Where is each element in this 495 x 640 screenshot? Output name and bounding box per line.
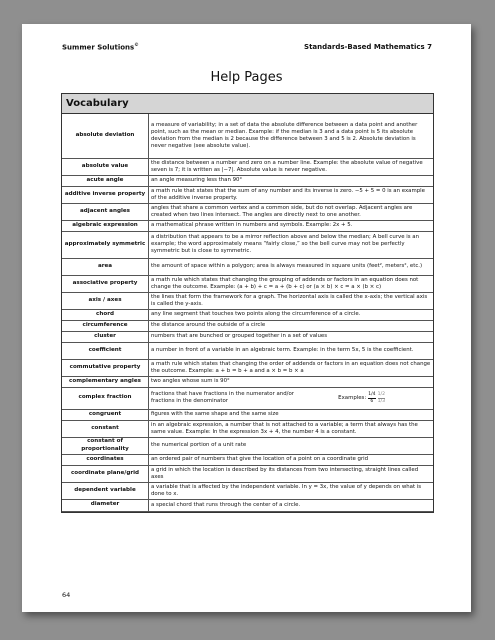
vocab-row bbox=[62, 482, 433, 499]
vocab-term: adjacent angles bbox=[62, 203, 149, 220]
vocab-term: additive inverse property bbox=[62, 186, 149, 203]
vocab-row bbox=[62, 186, 433, 203]
vocab-term: axis / axes bbox=[62, 292, 149, 309]
complex-fraction-examples bbox=[338, 392, 431, 403]
vocab-row bbox=[62, 420, 433, 437]
vocab-definition: in an algebraic expression, a number that is not attached to a variable; a term that always has the same value. Example: In the expression 3x + 4, the number 4 is a constant. bbox=[149, 420, 434, 437]
vocab-row bbox=[62, 376, 433, 387]
vocab-row bbox=[62, 437, 433, 454]
vocab-term: commutative property bbox=[62, 359, 149, 376]
vocab-definition: two angles whose sum is 90° bbox=[149, 376, 434, 387]
vocab-row bbox=[62, 114, 433, 158]
vocab-definition: a special chord that runs through the center of a circle. bbox=[149, 499, 434, 511]
vocab-definition: the lines that form the framework for a graph. The horizontal axis is called the x-axis; the vertical axis is called the y-axis. bbox=[149, 292, 434, 309]
vocab-definition: any line segment that touches two points along the circumference of a circle. bbox=[149, 309, 434, 320]
vocab-term: coefficient bbox=[62, 342, 149, 359]
vocab-definition: a distribution that appears to be a mirror reflection above and below the median; A bell curve is an example; the word approximately means “fairly close,” so the bell curve may not be perfectly symmetric but is close to symmetric. bbox=[149, 231, 434, 258]
vocab-definition: a variable that is affected by the independent variable. In y = 3x, the value of y depends on what is done to x. bbox=[149, 482, 434, 499]
vocab-row bbox=[62, 309, 433, 320]
vocab-term: dependent variable bbox=[62, 482, 149, 499]
fraction-denominator: 1/3 bbox=[377, 398, 385, 404]
vocab-definition: the distance around the outside of a circle bbox=[149, 320, 434, 331]
vocab-term: chord bbox=[62, 309, 149, 320]
vocabulary-table-box bbox=[61, 93, 434, 513]
vocab-term: associative property bbox=[62, 275, 149, 292]
vocab-row bbox=[62, 331, 433, 342]
vocab-definition: an angle measuring less than 90° bbox=[149, 175, 434, 186]
document-page bbox=[22, 24, 471, 612]
vocab-term: acute angle bbox=[62, 175, 149, 186]
example-fraction bbox=[368, 392, 375, 403]
book-series-title: Summer Solutions© bbox=[62, 43, 139, 52]
vocab-row bbox=[62, 203, 433, 220]
vocab-definition: a measure of variability; in a set of data the absolute difference between a data point and another point, such as the mean or median. Example: if the median is 3 and a data point is 5 its absolute deviation from the median is 2 because the difference between 3 and 5 is 2. Absolute deviation is never negative (see absolute value). bbox=[149, 114, 434, 158]
vocab-definition: figures with the same shape and the same size bbox=[149, 409, 434, 420]
vocab-term: absolute value bbox=[62, 158, 149, 175]
vocabulary-table bbox=[62, 114, 433, 512]
vocab-row bbox=[62, 359, 433, 376]
examples-label: Examples: bbox=[338, 395, 367, 402]
vocab-term: constant bbox=[62, 420, 149, 437]
vocab-definition: angles that share a common vertex and a common side, but do not overlap. Adjacent angles are created when two lines intersect. The angles are directly next to one another. bbox=[149, 203, 434, 220]
vocab-definition: numbers that are bunched or grouped together in a set of values bbox=[149, 331, 434, 342]
vocab-row bbox=[62, 292, 433, 309]
vocab-row bbox=[62, 342, 433, 359]
vocab-row bbox=[62, 409, 433, 420]
vocab-row bbox=[62, 275, 433, 292]
vocab-term: absolute deviation bbox=[62, 114, 149, 158]
vocab-term: coordinate plane/grid bbox=[62, 465, 149, 482]
vocab-definition: a math rule which states that changing the grouping of addends or factors in an equation does not change the outcome. Example: (a + b) + c = a + (b + c) or (a × b) × c = a × (b × c) bbox=[149, 275, 434, 292]
page-title: Help Pages bbox=[210, 70, 283, 85]
fraction-denominator: 6 bbox=[370, 398, 374, 404]
vocab-definition: a math rule which states that changing the order of addends or factors in an equation does not change the outcome. Example: a + b = b + a and a × b = b × a bbox=[149, 359, 434, 376]
vocab-row bbox=[62, 499, 433, 511]
vocab-term: algebraic expression bbox=[62, 220, 149, 231]
vocab-definition: an ordered pair of numbers that give the location of a point on a coordinate grid bbox=[149, 454, 434, 465]
vocab-definition: a number in front of a variable in an algebraic term. Example: in the term 5x, 5 is the coefficient. bbox=[149, 342, 434, 359]
fraction-numerator: 1/4 bbox=[368, 392, 376, 398]
vocab-definition-text: fractions that have fractions in the numerator and/or fractions in the denominator bbox=[151, 391, 294, 404]
vocab-row bbox=[62, 387, 433, 409]
vocab-term: diameter bbox=[62, 499, 149, 511]
fraction-numerator: 1/2 bbox=[377, 392, 385, 398]
vocab-term: cluster bbox=[62, 331, 149, 342]
vocab-term: complex fraction bbox=[62, 387, 149, 409]
vocab-definition: the distance between a number and zero on a number line. Example: the absolute value of negative seven is 7; it is written as |−7|. Absolute value is never negative. bbox=[149, 158, 434, 175]
vocab-term: coordinates bbox=[62, 454, 149, 465]
vocab-term: constant of proportionality bbox=[62, 437, 149, 454]
vocab-term: congruent bbox=[62, 409, 149, 420]
vocab-definition: the amount of space within a polygon; area is always measured in square units (feet², meters², etc.) bbox=[149, 258, 434, 275]
vocab-definition: the numerical portion of a unit rate bbox=[149, 437, 434, 454]
vocab-term: area bbox=[62, 258, 149, 275]
example-fraction bbox=[378, 392, 385, 403]
vocab-term: complementary angles bbox=[62, 376, 149, 387]
vocab-row bbox=[62, 231, 433, 258]
vocab-row bbox=[62, 258, 433, 275]
vocab-row bbox=[62, 465, 433, 482]
vocab-definition: a grid in which the location is described by its distances from two intersecting, straight lines called axes bbox=[149, 465, 434, 482]
page-number: 64 bbox=[62, 591, 71, 599]
vocabulary-heading: Vocabulary bbox=[62, 94, 433, 114]
vocab-definition: a mathematical phrase written in numbers and symbols. Example: 2x + 5. bbox=[149, 220, 434, 231]
vocab-row bbox=[62, 220, 433, 231]
vocab-row bbox=[62, 175, 433, 186]
vocab-term: circumference bbox=[62, 320, 149, 331]
vocab-definition bbox=[149, 387, 434, 409]
vocab-term: approximately symmetric bbox=[62, 231, 149, 258]
vocab-row bbox=[62, 320, 433, 331]
book-subject-title: Standards-Based Mathematics 7 bbox=[304, 43, 432, 51]
vocab-row bbox=[62, 454, 433, 465]
vocab-row bbox=[62, 158, 433, 175]
vocab-definition: a math rule that states that the sum of any number and its inverse is zero. −5 + 5 = 0 is an example of the additive inverse property. bbox=[149, 186, 434, 203]
